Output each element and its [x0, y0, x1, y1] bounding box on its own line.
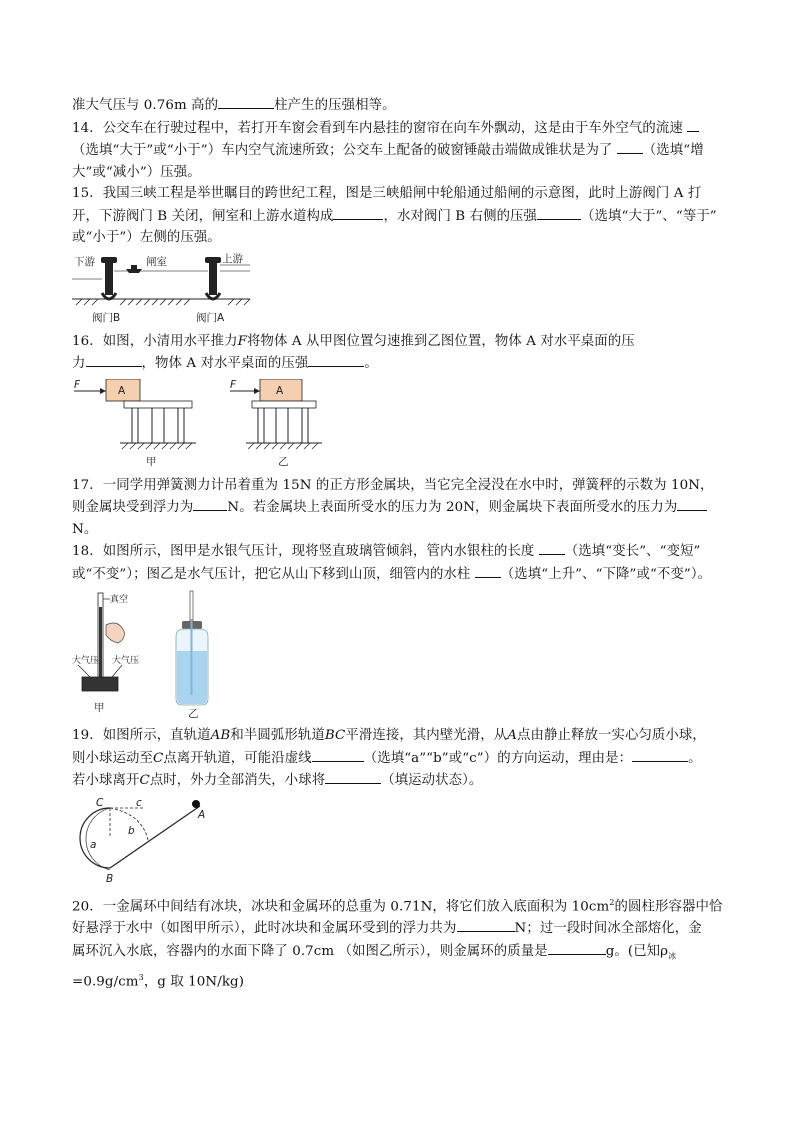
- q19-text-1c: 平滑连接，其内壁光滑，从: [345, 728, 508, 743]
- q18-text-2b: （选填“上升”、“下降”或“不变”）。: [500, 566, 712, 582]
- q19-blank-2[interactable]: [632, 747, 688, 762]
- q17-line-1: [72, 475, 732, 497]
- q14-text-1: 14．公交车在行驶过程中，若打开车窗会看到车内悬挂的窗帘在向车外飘动，这是由于车外空气的流速: [72, 120, 683, 136]
- q19-line-3: [72, 769, 732, 792]
- q19-text-3b: 点时，外力全部消失，小球将: [149, 773, 326, 788]
- label-path-a: a: [90, 838, 97, 851]
- q16-blank-1[interactable]: [86, 352, 142, 367]
- q20-text-4a: =0.9g/cm: [72, 974, 139, 990]
- label-jia: 甲: [146, 455, 157, 468]
- q20-line-2: [72, 917, 732, 940]
- q20-text-4b: ，g 取 10N/kg): [143, 974, 245, 990]
- label-block-a-yi: A: [276, 384, 284, 397]
- track-diagram: [72, 796, 232, 886]
- label-point-c: C: [96, 796, 104, 809]
- q20-text-2a: 好悬浮于水中（如图甲所示），此时冰块和金属环受到的浮力共为: [72, 921, 457, 937]
- figure-jia: [74, 379, 196, 468]
- q19-blank-1[interactable]: [312, 747, 364, 762]
- q19-text-2a: 则小球运动至: [72, 750, 153, 766]
- figure-yi: [230, 379, 322, 468]
- q17-text-2a: 则金属块受到浮力为: [72, 500, 194, 515]
- q18-text-1b: （选填“变长”、“变短”: [564, 544, 701, 559]
- label-vacuum: 真空: [110, 595, 129, 605]
- q13-text-b: 柱产生的压强相等。: [274, 98, 396, 113]
- q20-sup-4: 3: [138, 973, 144, 983]
- q15-text-3: 或“小于”）左侧的压强。: [72, 230, 221, 245]
- q19-text-1d: 点由静止释放一实心匀质小球，: [517, 728, 706, 743]
- boat-icon: [126, 269, 142, 273]
- q20-blank-1[interactable]: [457, 917, 515, 932]
- mercury-trough: [82, 677, 118, 691]
- q15-text-2c: （选填“大于”、“等于”: [581, 208, 717, 224]
- hand-icon: [106, 623, 124, 643]
- q15-text-1: 15．我国三峡工程是举世瞩目的跨世纪工程，图是三峡船闸中轮船通过船闸的示意图，此时上游阀门 A 打: [72, 186, 702, 201]
- label-upstream: 上游: [222, 252, 243, 265]
- q19-line-1: [72, 725, 732, 747]
- q19-text-2b: 点离开轨道，可能沿虚线: [163, 750, 312, 766]
- q19-text-1a: 19．如图所示，直轨道: [72, 728, 211, 743]
- q19-var-c2: C: [139, 773, 150, 788]
- label-chamber: 闸室: [146, 255, 167, 268]
- q16-text-2b: ，物体 A 对水平桌面的压强: [141, 356, 309, 371]
- q16-text-1a: 16．如图，小清用水平推力: [72, 333, 238, 349]
- q17-blank-2[interactable]: [677, 496, 707, 511]
- q19-text-1b: 和半圆弧形轨道: [230, 728, 325, 743]
- q16-var-f: F: [237, 333, 248, 349]
- label-block-a-jia: A: [118, 384, 126, 397]
- label-gate-b: 阀门B: [92, 311, 121, 324]
- q19-track-figure: [72, 796, 732, 886]
- q15-text-2b: ，水对阀门 B 右侧的压强: [383, 208, 538, 224]
- q15-blank-2[interactable]: [537, 205, 581, 220]
- q20-text-3a: 属环沉入水底，容器内的水面下降了 0.7cm （如图乙所示），则金属环的质量是: [72, 943, 548, 959]
- q19-var-ab: AB: [210, 728, 231, 743]
- q16-blank-2[interactable]: [308, 352, 364, 367]
- gate-b-icon: [105, 261, 113, 295]
- q18-line-1: [72, 540, 732, 563]
- label-yi-18: 乙: [188, 708, 199, 719]
- push-block-diagram: [72, 379, 402, 469]
- q19-text-3a: 若小球离开: [72, 773, 140, 788]
- q17-line-2: [72, 496, 732, 519]
- q20-sup-1: 2: [609, 897, 615, 907]
- q14-line-2: [72, 139, 732, 162]
- q16-text-2a: 力: [72, 356, 86, 371]
- q15-line-1: [72, 183, 732, 205]
- q16-line-1: [72, 331, 732, 353]
- q18-line-2: [72, 563, 732, 586]
- q20-blank-2[interactable]: [548, 940, 606, 955]
- q16-push-figure: [72, 379, 732, 469]
- q14-line-1: [72, 117, 732, 140]
- q17-text-3: N。: [72, 521, 98, 537]
- q18-text-1a: 18．如图所示，图甲是水银气压计，现将竖直玻璃管倾斜，管内水银柱的长度: [72, 544, 535, 559]
- q13-text-a: 准大气压与 0.76m 高的: [72, 98, 219, 113]
- q15-line-3: [72, 227, 732, 249]
- q14-line-3: [72, 162, 732, 184]
- q18-blank-2[interactable]: [475, 563, 501, 578]
- q20-line-1: [72, 892, 732, 918]
- ship-lock-diagram: [72, 253, 262, 325]
- mercury-barometer: [72, 593, 139, 714]
- q16-text-2c: 。: [364, 356, 378, 371]
- q14-blank-2[interactable]: [617, 139, 643, 154]
- q18-barometer-figure: [72, 589, 732, 719]
- q19-var-c: C: [152, 750, 164, 766]
- label-path-b: b: [128, 824, 135, 837]
- q17-text-1: 17．一同学用弹簧测力计吊着重为 15N 的正方形金属块，当它完全浸没在水中时，弹簧秤的示数为 10N，: [72, 477, 714, 493]
- label-path-c: c: [136, 796, 142, 809]
- q15-ship-lock-figure: [72, 253, 732, 325]
- q20-line-3: [72, 940, 732, 967]
- q16-text-1b: 将物体 A 从甲图位置匀速推到乙图位置，物体 A 对水平桌面的压: [247, 333, 635, 349]
- q18-text-2a: 或“不变”）；图乙是水气压计，把它从山下移到山顶，细管内的水柱: [72, 566, 471, 582]
- q17-blank-1[interactable]: [193, 496, 227, 511]
- label-point-b: B: [106, 872, 114, 885]
- label-point-a: A: [198, 808, 206, 821]
- straight-track: [110, 806, 200, 868]
- q14-text-2a: （选填“大于”或“小于”）车内空气流速所致；公交车上配备的破窗锤敲击端做成锥状是为了: [72, 143, 613, 158]
- q13-answer-blank[interactable]: [218, 94, 274, 109]
- water-barometer: [176, 591, 208, 719]
- q15-line-2: [72, 205, 732, 228]
- q19-var-bc: BC: [324, 728, 346, 743]
- q19-text-2c: （选填“a”“b”或“c”）的方向运动，理由是：: [363, 750, 633, 766]
- label-atm-left: 大气压: [72, 656, 100, 666]
- q14-blank-1[interactable]: [687, 117, 699, 132]
- q19-var-a: A: [507, 728, 518, 743]
- label-force-yi: F: [230, 378, 237, 391]
- q19-line-2: [72, 747, 732, 770]
- label-gate-a: 阀门A: [196, 311, 225, 324]
- label-downstream: 下游: [74, 255, 95, 268]
- q20-line-4: [72, 967, 732, 993]
- label-yi: 乙: [278, 455, 289, 468]
- q13-tail: [72, 94, 732, 117]
- gate-a-icon: [209, 261, 217, 295]
- q16-line-2: [72, 352, 732, 375]
- q20-text-1a: 20．一金属环中间结有冰块，冰块和金属环的总重为 0.71N，将它们放入底面积为 10cm: [72, 898, 610, 914]
- q19-text-3c: （填运动状态）。: [381, 773, 483, 788]
- q20-text-1b: 的圆柱形容器中恰: [614, 898, 723, 914]
- q17-line-3: [72, 519, 732, 541]
- label-jia-18: 甲: [94, 702, 105, 714]
- q14-text-2b: （选填“增: [642, 143, 704, 158]
- barometer-diagram: [72, 589, 272, 719]
- q17-text-2b: N。若金属块上表面所受水的压力为 20N，则金属块下表面所受水的压力为: [227, 500, 678, 515]
- ball-icon: [192, 800, 200, 808]
- q19-blank-3[interactable]: [325, 769, 381, 784]
- worksheet-page: [72, 94, 732, 993]
- label-force-jia: F: [74, 378, 81, 391]
- q20-text-2b: N；过一段时间冰全部熔化，金: [514, 921, 702, 937]
- q20-text-3b: g。(已知ρ: [605, 943, 669, 959]
- q15-blank-1[interactable]: [333, 205, 383, 220]
- q20-rho-sub: 冰: [668, 951, 677, 961]
- q18-blank-1[interactable]: [539, 540, 565, 555]
- q14-text-3: 大”或“减小”）压强。: [72, 164, 201, 180]
- q15-text-2a: 开，下游阀门 B 关闭，闸室和上游水道构成: [72, 208, 334, 224]
- q19-text-2d: 。: [688, 750, 702, 766]
- label-atm-right: 大气压: [112, 656, 140, 666]
